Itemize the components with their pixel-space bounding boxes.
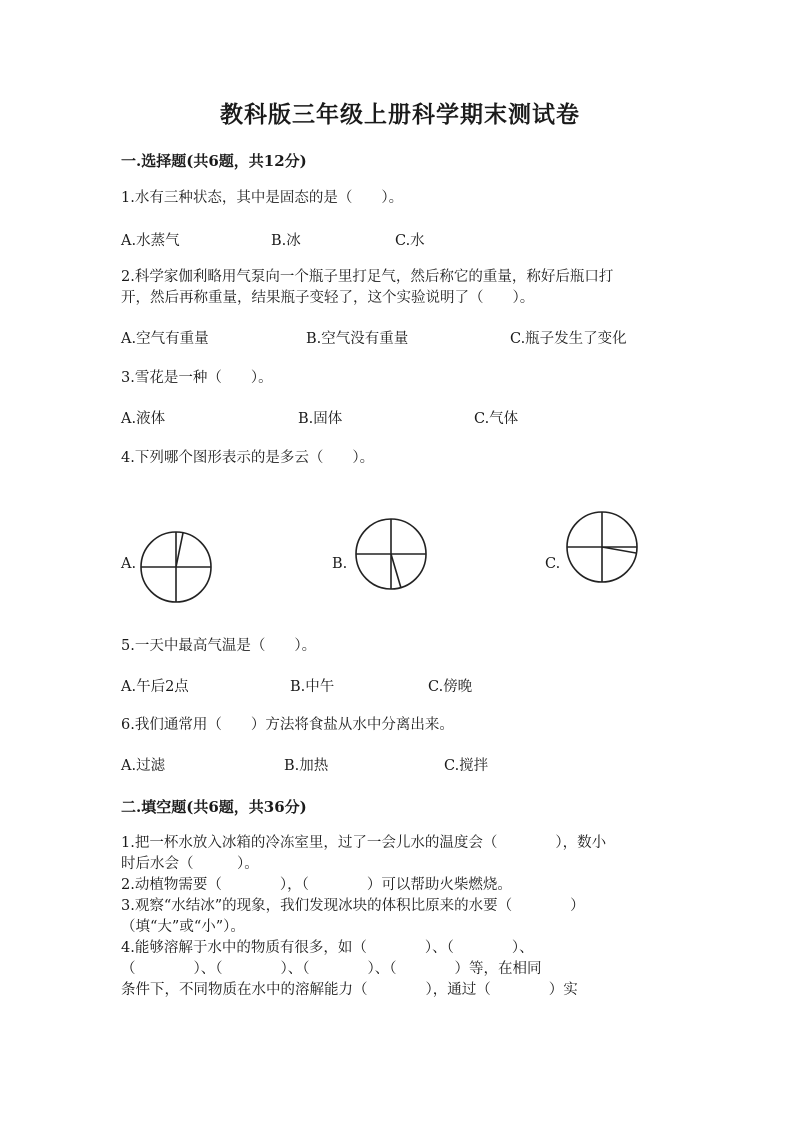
cloud-cover-diagram-a <box>138 529 214 605</box>
fill-line-2: 时后水会（ ）。 <box>121 856 259 872</box>
question-2-option-b: B.空气没有重量 <box>306 331 409 347</box>
question-3-option-b: B.固体 <box>298 411 343 427</box>
question-3-stem: 3.雪花是一种（ ）。 <box>121 370 273 386</box>
fill-line-6: 4.能够溶解于水中的物质有很多，如（ ）、（ ）、 <box>121 940 534 956</box>
question-4-option-a: A. <box>121 556 137 572</box>
question-1-option-b: B.冰 <box>271 233 301 249</box>
question-6-stem: 6.我们通常用（ ）方法将食盐从水中分离出来。 <box>121 717 454 733</box>
fill-line-8: 条件下，不同物质在水中的溶解能力（ ），通过（ ）实 <box>121 982 578 998</box>
cloud-cover-diagram-c <box>564 509 640 585</box>
question-2-stem-line-2: 开，然后再称重量，结果瓶子变轻了，这个实验说明了（ ）。 <box>121 290 535 306</box>
question-2-option-c: C.瓶子发生了变化 <box>510 331 627 347</box>
fill-line-1: 1.把一杯水放入冰箱的冷冻室里，过了一会儿水的温度会（ ），数小 <box>121 835 607 851</box>
question-5-option-a: A.午后2点 <box>121 679 189 695</box>
cloud-cover-diagram-b <box>353 516 429 592</box>
question-1-option-a: A.水蒸气 <box>121 233 180 249</box>
section-heading-choice: 一.选择题(共6题，共12分) <box>121 152 307 170</box>
question-1-stem: 1.水有三种状态，其中是固态的是（ ）。 <box>121 190 404 206</box>
question-4-option-b: B. <box>332 556 348 572</box>
question-5-option-b: B.中午 <box>290 679 335 695</box>
question-2-option-a: A.空气有重量 <box>121 331 209 347</box>
question-4-option-c: C. <box>545 556 561 572</box>
question-6-option-b: B.加热 <box>284 758 329 774</box>
question-4-stem: 4.下列哪个图形表示的是多云（ ）。 <box>121 450 375 466</box>
fill-line-4: 3.观察“水结冰”的现象，我们发现冰块的体积比原来的水要（ ） <box>121 898 585 914</box>
fill-line-3: 2.动植物需要（ ），（ ）可以帮助火柴燃烧。 <box>121 877 512 893</box>
question-3-option-c: C.气体 <box>474 411 519 427</box>
fill-line-7: （ ）、（ ）、（ ）、（ ）等，在相同 <box>121 961 542 977</box>
page-title: 教科版三年级上册科学期末测试卷 <box>220 101 580 128</box>
question-5-option-c: C.傍晚 <box>428 679 473 695</box>
question-1-option-c: C.水 <box>395 233 425 249</box>
question-5-stem: 5.一天中最高气温是（ ）。 <box>121 638 317 654</box>
question-2-stem-line-1: 2.科学家伽利略用气泵向一个瓶子里打足气，然后称它的重量，称好后瓶口打 <box>121 269 614 285</box>
question-6-option-a: A.过滤 <box>121 758 166 774</box>
fill-line-5: （填“大”或“小”）。 <box>121 919 245 935</box>
question-6-option-c: C.搅拌 <box>444 758 489 774</box>
question-3-option-a: A.液体 <box>121 411 166 427</box>
section-heading-fill: 二.填空题(共6题，共36分) <box>121 798 307 816</box>
